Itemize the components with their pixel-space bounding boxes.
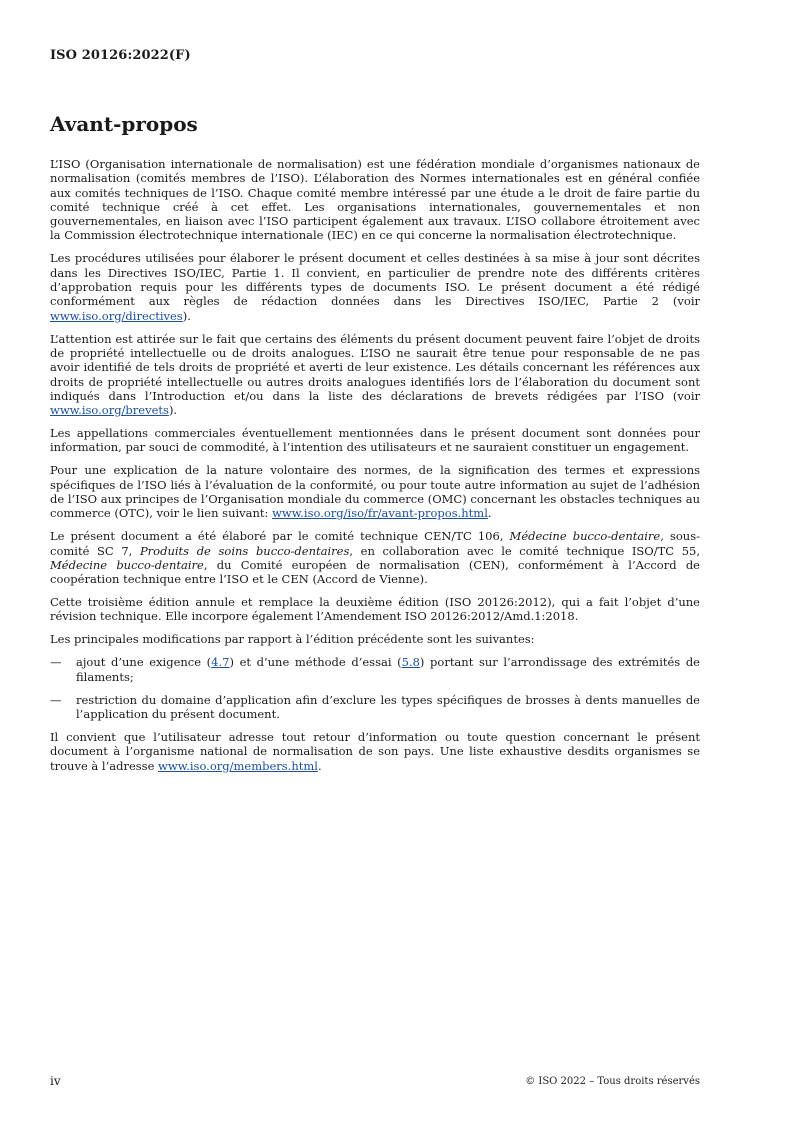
dash-bullet: — [50, 692, 62, 707]
paragraph-text: Pour une explication de la nature volontaire des normes, de la signification des termes et expressions spécifiques de l’ISO liés à l’évaluation de la conformité, ou pour toute autre information au sujet de l’adhésion de l’ISO aux principes de l’Organisation mondiale du commerce (OMC) concernant les obstacles techniques au commerce (OTC), voir le lien suivant: [50, 463, 700, 521]
paragraph-edition: Cette troisième édition annule et remplace la deuxième édition (ISO 20126:2012), qui a fait l’objet d’une révision technique. Elle incorpore également l’Amendement ISO 20126:2012/Amd.1:2018. [50, 595, 700, 624]
paragraph-voluntary-nature [50, 463, 700, 520]
list-item [50, 655, 700, 684]
list-text: ) portant sur l’arrondissage des extrémités de filaments; [76, 655, 700, 684]
paragraph-text: L’attention est attirée sur le fait que certains des éléments du présent document peuvent faire l’objet de droits de propriété intellectuelle ou de droits analogues. L’ISO ne saurait être tenue pour responsable de ne pas avoir identifié de tels droits de propriété et averti de leur existence. Les détails concernant les références aux droits de propriété intellectuelle ou autres droits analogues identifiés lors de l’élaboration du document sont indiqués dans l’Introduction et/ou dans la liste des déclarations de brevets rédigées par l’ISO (voir [50, 331, 700, 403]
paragraph-feedback [50, 730, 700, 773]
members-link[interactable]: www.iso.org/members.html [158, 758, 318, 773]
list-item [50, 693, 700, 722]
paragraph-text: , sous-comité SC 7, [50, 529, 700, 558]
paragraph-text: Il convient que l’utilisateur adresse tout retour d’information ou toute question concernant le présent document à l’organisme national de normalisation de son pays. Une liste exhaustive desdits organismes se trouve à l’adresse [50, 729, 700, 773]
document-id-header: ISO 20126:2022(F) [50, 48, 191, 63]
paragraph-committee [50, 529, 700, 586]
list-item-text [76, 655, 700, 684]
committee-title: Médecine bucco-dentaire [50, 557, 204, 572]
paragraph-text: , du Comité européen de normalisation (CEN), conformément à l’Accord de coopération technique entre l’ISO et le CEN (Accord de Vienne). [50, 557, 700, 587]
paragraph-changes-intro: Les principales modifications par rapport à l’édition précédente sont les suivantes: [50, 632, 535, 647]
paragraph-text: . [317, 758, 322, 773]
dash-bullet: — [50, 655, 62, 670]
list-item-text: restriction du domaine d’application afin d’exclure les types spécifiques de brosses à dents manuelles de l’application du présent document. [76, 692, 700, 721]
directives-link[interactable]: www.iso.org/directives [50, 308, 183, 323]
paragraph-patents [50, 332, 700, 418]
paragraph-text: ). [168, 403, 178, 418]
committee-title: Médecine bucco-dentaire [509, 529, 661, 544]
paragraph-trade-names: Les appellations commerciales éventuellement mentionnées dans le présent document sont données pour information, par souci de commodité, à l’intention des utilisateurs et ne sauraient constituer un engagement. [50, 426, 700, 455]
subcommittee-title: Produits de soins bucco-dentaires [139, 543, 350, 558]
avant-propos-link[interactable]: www.iso.org/iso/fr/avant-propos.html [272, 506, 488, 521]
paragraph-iso-intro: L’ISO (Organisation internationale de normalisation) est une fédération mondiale d’organismes nationaux de normalisation (comités membres de l’ISO). L’élaboration des Normes internationales est en général confiée aux comités techniques de l’ISO. Chaque comité membre intéressé par une étude a le droit de faire partie du comité technique créé à cet effet. Les organisations internationales, gouvernementales et non gouvernementales, en liaison avec l’ISO participent également aux travaux. L’ISO collabore étroitement avec la Commission électrotechnique internationale (IEC) en ce qui concerne la normalisation électrotechnique. [50, 157, 700, 243]
list-text: ) et d’une méthode d’essai ( [229, 655, 402, 670]
copyright-notice: © ISO 2022 – Tous droits réservés [525, 1076, 700, 1087]
clause-5-8-link[interactable]: 5.8 [401, 655, 420, 670]
clause-4-7-link[interactable]: 4.7 [211, 655, 230, 670]
brevets-link[interactable]: www.iso.org/brevets [50, 403, 169, 418]
paragraph-procedures [50, 251, 700, 322]
page-title: Avant-propos [50, 112, 198, 136]
paragraph-text: . [487, 506, 492, 521]
foreword-body [50, 157, 700, 782]
paragraph-text: , en collaboration avec le comité technique ISO/TC 55, [349, 543, 701, 558]
list-text: ajout d’une exigence ( [76, 655, 212, 670]
paragraph-text: ). [182, 308, 191, 323]
paragraph-text: Le présent document a été élaboré par le comité technique CEN/TC 106, [50, 529, 510, 544]
paragraph-text: Les procédures utilisées pour élaborer le présent document et celles destinées à sa mise à jour sont décrites dans les Directives ISO/IEC, Partie 1. Il convient, en particulier de prendre note des différents critères d’approbation requis pour les différents types de documents ISO. Le présent document a été rédigé conformément aux règles de rédaction données dans les Directives ISO/IEC, Partie 2 (voir [50, 251, 700, 309]
page-number: iv [50, 1074, 61, 1088]
